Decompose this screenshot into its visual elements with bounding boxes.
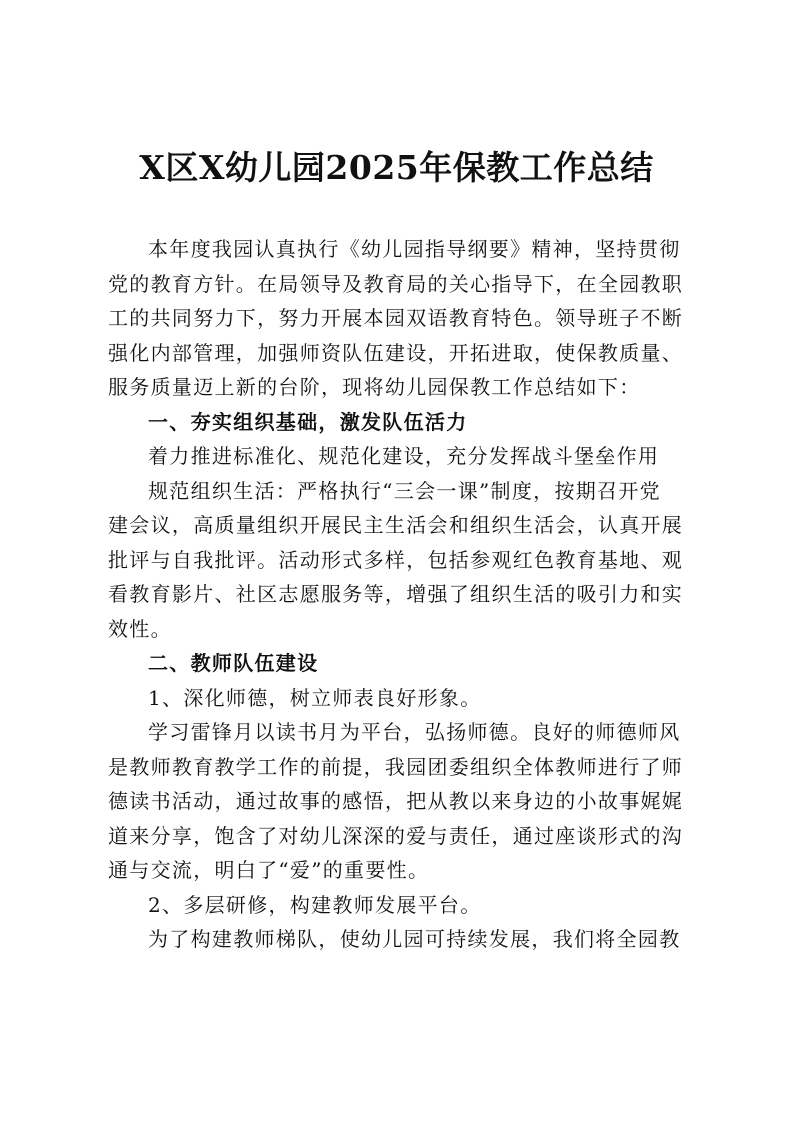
section1-continuation (108, 508, 693, 646)
intro-paragraph (108, 232, 693, 267)
text-line: 效性。 (108, 616, 172, 641)
text-line: 规范组织生活：严格执行“三会一课”制度，按期召开党 (148, 478, 661, 503)
document-title: X区X幼儿园2025年保教工作总结 (139, 148, 654, 187)
intro-continuation (108, 267, 693, 405)
section-heading: 一、夯实组织基础，激发队伍活力 (148, 409, 468, 434)
text-line: 建会议，高质量组织开展民主生活会和组织生活会，认真开展 (108, 513, 684, 537)
text-line: 学习雷锋月以读书月为平台，弘扬师德。良好的师德师风 (148, 720, 681, 744)
text-line: 批评与自我批评。活动形式多样，包括参观红色教育基地、观 (108, 547, 684, 572)
item2-paragraph (108, 922, 693, 957)
text-line: 道来分享，饱含了对幼儿深深的爱与责任，通过座谈形式的沟 (108, 823, 684, 848)
document-body (108, 232, 693, 957)
text-line: 看教育影片、社区志愿服务等，增强了组织生活的吸引力和实 (108, 582, 684, 606)
text-line: 通与交流，明白了“爱”的重要性。 (108, 858, 430, 882)
text-line: 服务质量迈上新的台阶，现将幼儿园保教工作总结如下： (108, 375, 641, 399)
text-line: 德读书活动，通过故事的感悟，把从教以来身边的小故事娓娓 (108, 789, 684, 813)
text-line: 工的共同努力下，努力开展本园双语教育特色。领导班子不断 (108, 306, 684, 330)
item1-paragraph (108, 715, 693, 750)
text-line: 本年度我园认真执行《幼儿园指导纲要》精神，坚持贯彻 (148, 237, 681, 261)
text-line: 为了构建教师梯队，使幼儿园可持续发展，我们将全园教 (148, 927, 681, 951)
section1-paragraph (108, 474, 693, 509)
section-heading: 二、教师队伍建设 (148, 651, 319, 675)
text-line: 是教师教育教学工作的前提，我园团委组织全体教师进行了师 (108, 754, 684, 779)
item1-continuation (108, 750, 693, 888)
section-subheading: 着力推进标准化、规范化建设，充分发挥战斗堡垒作用 (148, 444, 660, 468)
item-heading: 1、深化师德，树立师表良好形象。 (148, 685, 482, 710)
item-heading: 2、多层研修，构建教师发展平台。 (148, 892, 482, 917)
text-line: 党的教育方针。在局领导及教育局的关心指导下，在全园教职 (108, 271, 684, 296)
text-line: 强化内部管理，加强师资队伍建设，开拓进取，使保教质量、 (108, 340, 684, 365)
